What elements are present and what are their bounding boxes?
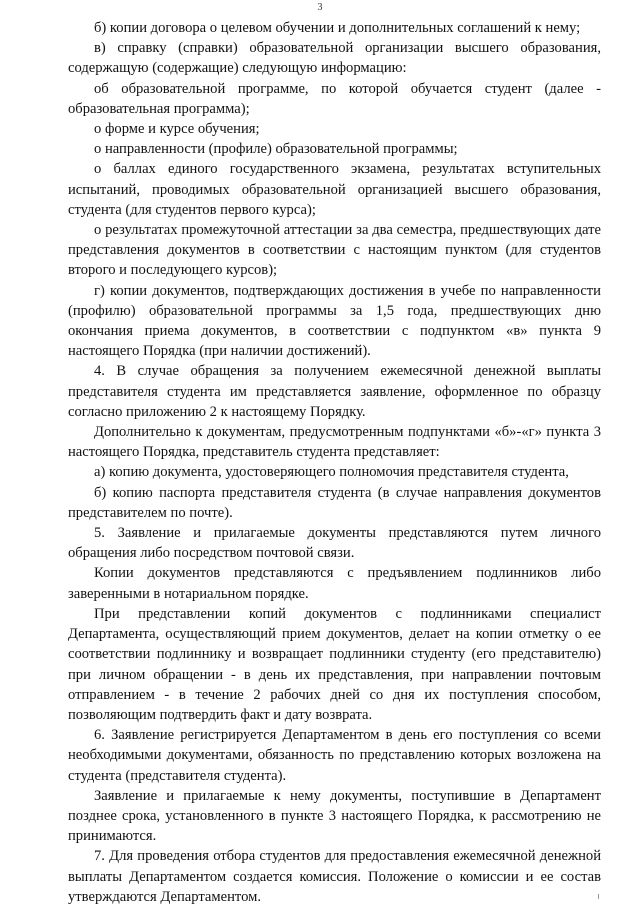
paragraph: о форме и курсе обучения; bbox=[94, 121, 260, 138]
paragraph: Копии документов представляются с предъявлением подлинников либо заверенными в нотариальном порядке. bbox=[68, 565, 601, 602]
paragraph: 5. Заявление и прилагаемые документы представляются путем личного обращения либо посредством почтовой связи. bbox=[68, 525, 601, 562]
scan-mark bbox=[598, 894, 599, 899]
paragraph: в) справку (справки) образовательной организации высшего образования, содержащую (содержащие) следующую информацию: bbox=[68, 40, 601, 77]
paragraph: 7. Для проведения отбора студентов для предоставления ежемесячной денежной выплаты Департаментом создается комиссия. Положение о комиссии и ее состав утверждаются Департаментом. bbox=[68, 848, 601, 905]
paragraph: б) копии договора о целевом обучении и дополнительных соглашений к нему; bbox=[94, 20, 581, 36]
paragraph: об образовательной программе, по которой обучается студент (далее - образовательная программа); bbox=[68, 80, 601, 117]
paragraph: Заявление и прилагаемые к нему документы, поступившие в Департамент позднее срока, установленного в пункте 3 настоящего Порядка, к рассмотрению не принимаются. bbox=[68, 787, 601, 845]
paragraph: г) копии документов, подтверждающих достижения в учебе по направленности (профилю) образовательной программы за 1,5 года, предшествующих дню окончания приема документов, в соответствии с подпунктом «в» пункта 9 настоящего Порядка (при наличии достижений). bbox=[68, 282, 601, 360]
paragraph: б) копию паспорта представителя студента (в случае направления документов представителем по почте). bbox=[68, 484, 601, 521]
paragraph: о баллах единого государственного экзамена, результатах вступительных испытаний, проводимых образовательной организацией высшего образования, студента (для студентов первого курса); bbox=[68, 161, 601, 218]
paragraph: 4. В случае обращения за получением ежемесячной денежной выплаты представителя студента им представляется заявление, оформленное по образцу согласно приложению 2 к настоящему Порядку. bbox=[68, 363, 601, 420]
page-number: 3 bbox=[317, 2, 323, 13]
paragraph: 6. Заявление регистрируется Департаментом в день его поступления со всеми необходимыми документами, обязанность по представлению которых возложена на студента (представителя студента). bbox=[68, 727, 601, 784]
paragraph: о результатах промежуточной аттестации за два семестра, предшествующих дате представления документов в соответствии с настоящим пунктом (для студентов второго и последующего курсов); bbox=[68, 222, 601, 279]
paragraph: При представлении копий документов с подлинниками специалист Департамента, осуществляющий прием документов, делает на копии отметку о ее соответствии подлиннику и возвращает подлинники студенту (его представителю) при личном обращении - в день их представления, при направлении почтовым отправлением - в течение 2 рабочих дней со дня их поступления способом, позволяющим подтвердить факт и дату возврата. bbox=[68, 605, 601, 723]
paragraph: Дополнительно к документам, предусмотренным подпунктами «б»-«г» пункта 3 настоящего Порядка, представитель студента представляет: bbox=[68, 424, 601, 461]
paragraph: а) копию документа, удостоверяющего полномочия представителя студента, bbox=[94, 464, 569, 481]
paragraph: о направленности (профиле) образовательной программы; bbox=[94, 141, 458, 158]
document-body bbox=[68, 18, 601, 907]
